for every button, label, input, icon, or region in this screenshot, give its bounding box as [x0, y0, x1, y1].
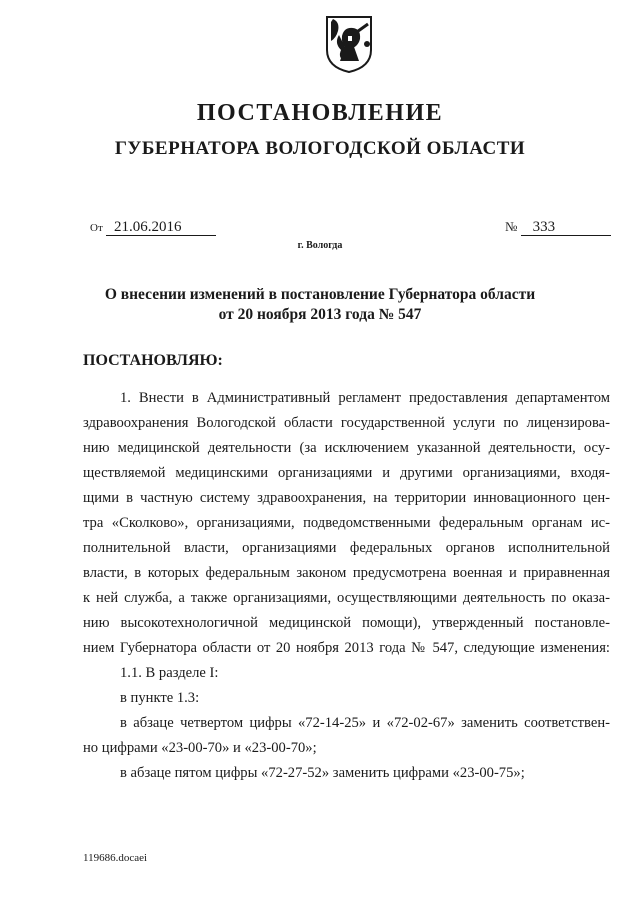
date-value: 21.06.2016: [106, 220, 216, 236]
body-line: полнительной власти, организациями федеральных органов исполнительной: [83, 540, 610, 556]
document-subject: [0, 285, 640, 325]
subject-line: О внесении изменений в постановление Губернатора области: [104, 286, 536, 303]
body-line: в пункте 1.3:: [120, 690, 200, 706]
subject-line: от 20 ноября 2013 года № 547: [218, 306, 422, 323]
body-line: в абзаце пятом цифры «72-27-52» заменить цифрами «23-00-75»;: [120, 765, 525, 781]
coat-of-arms-icon: [324, 14, 374, 74]
body-line: нию высокотехнологичной медицинской помощи), утвержденный постановле-: [83, 615, 610, 631]
body-line: тра «Сколково», организациями, подведомственными федеральным органам ис-: [83, 515, 610, 531]
document-body: [83, 386, 610, 786]
body-line: нием Губернатора области от 20 ноября 2013 года № 547, следующие изменения:: [83, 640, 610, 656]
document-title: ПОСТАНОВЛЕНИЕ: [196, 100, 444, 126]
number-value: 333: [521, 220, 611, 236]
number-label: №: [505, 219, 518, 234]
document-date: [90, 219, 216, 236]
footer-filename: 119686.docaei: [83, 852, 148, 864]
date-label: От: [90, 222, 103, 234]
body-line: ществляемой медицинскими организациями и другими организациями, входя-: [83, 465, 610, 481]
body-line: 1. Внести в Административный регламент предоставления департаментом: [120, 390, 610, 406]
body-line: нию медицинской деятельности (за исключением указанной деятельности, осу-: [83, 440, 610, 456]
body-line: 1.1. В разделе I:: [120, 665, 219, 681]
document-number: [505, 219, 611, 236]
city: г. Вологда: [297, 240, 343, 251]
body-line: в абзаце четвертом цифры «72-14-25» и «72-02-67» заменить соответствен-: [120, 715, 610, 731]
body-line: власти, в которых федеральным законом предусмотрена военная и приравненная: [83, 565, 610, 581]
body-line: щими в частную систему здравоохранения, на территории инновационного цен-: [83, 490, 610, 506]
body-line: но цифрами «23-00-70» и «23-00-70»;: [83, 740, 317, 756]
body-line: к ней служба, а также организациями, осуществляющими деятельность по оказа-: [83, 590, 610, 606]
decree-heading: ПОСТАНОВЛЯЮ:: [83, 352, 223, 369]
document-subtitle: ГУБЕРНАТОРА ВОЛОГОДСКОЙ ОБЛАСТИ: [114, 138, 526, 159]
body-line: здравоохранения Вологодской области государственной услуги по лицензирова-: [83, 415, 610, 431]
